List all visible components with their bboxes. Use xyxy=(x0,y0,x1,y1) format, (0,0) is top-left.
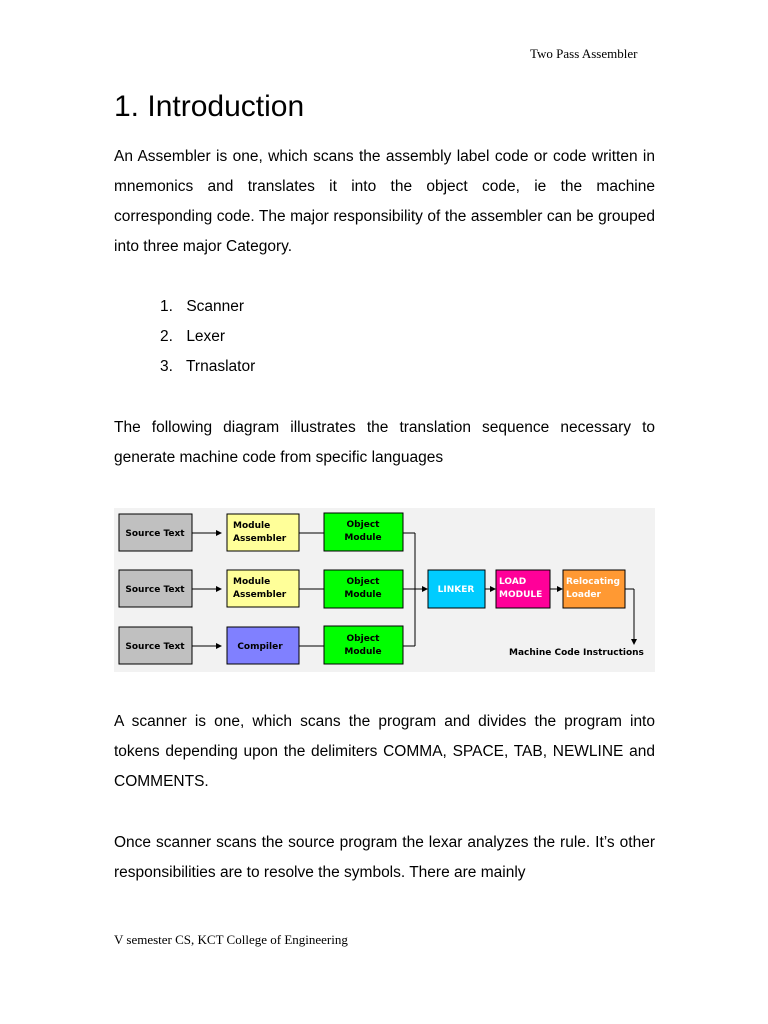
module-assembler-box xyxy=(227,570,299,607)
object-module-box xyxy=(324,570,403,608)
lexer-paragraph: Once scanner scans the source program the lexar analyzes the rule. It’s other responsibilities are to resolve the symbols. There are mainly xyxy=(114,834,655,881)
source-text-box xyxy=(119,570,192,607)
module-assembler-line2: Assembler xyxy=(233,590,287,600)
source-text-label: Source Text xyxy=(125,529,185,539)
category-list xyxy=(160,292,255,382)
page-footer: V semester CS, KCT College of Engineering xyxy=(114,932,348,947)
module-assembler-line1: Module xyxy=(233,521,271,531)
linker-box xyxy=(428,570,485,608)
relocating-loader-line1: Relocating xyxy=(566,577,620,587)
intro-paragraph: An Assembler is one, which scans the assembly label code or code written in mnemonics and translates it into the object code, ie the machine corresponding code. The major responsibility of the assembler can be grouped into three major Category. xyxy=(114,148,655,255)
translation-diagram xyxy=(114,508,655,672)
list-item-number: 3. xyxy=(160,358,173,375)
section-title: 1. Introduction xyxy=(114,90,305,123)
list-item-text: Trnaslator xyxy=(186,358,256,375)
list-item-text: Lexer xyxy=(186,328,226,345)
scanner-paragraph: A scanner is one, which scans the program and divides the program into tokens depending upon the delimiters COMMA, SPACE, TAB, NEWLINE and COMMENTS. xyxy=(114,713,655,790)
module-assembler-box xyxy=(227,514,299,551)
load-module-box xyxy=(496,570,550,608)
list-item-number: 2. xyxy=(160,328,173,345)
compiler-box xyxy=(227,627,299,664)
list-item-number: 1. xyxy=(160,298,173,315)
object-module-line2: Module xyxy=(344,647,382,657)
relocating-loader-box xyxy=(563,570,625,608)
running-header: Two Pass Assembler xyxy=(530,46,638,61)
load-module-line1: LOAD xyxy=(499,577,527,587)
machine-code-label: Machine Code Instructions xyxy=(509,648,644,658)
object-module-line1: Object xyxy=(346,577,380,587)
list-item xyxy=(160,322,255,352)
object-module-box xyxy=(324,626,403,664)
linker-label: LINKER xyxy=(437,585,475,595)
source-text-box xyxy=(119,514,192,551)
list-item xyxy=(160,292,255,322)
source-text-box xyxy=(119,627,192,664)
list-item xyxy=(160,352,255,382)
object-module-line2: Module xyxy=(344,533,382,543)
module-assembler-line2: Assembler xyxy=(233,534,287,544)
object-module-line1: Object xyxy=(346,520,380,530)
diagram-intro-paragraph: The following diagram illustrates the translation sequence necessary to generate machine code from specific languages xyxy=(114,419,655,466)
load-module-line2: MODULE xyxy=(499,590,543,600)
object-module-line1: Object xyxy=(346,634,380,644)
source-text-label: Source Text xyxy=(125,585,185,595)
object-module-line2: Module xyxy=(344,590,382,600)
relocating-loader-line2: Loader xyxy=(566,590,601,600)
compiler-label: Compiler xyxy=(237,642,283,652)
object-module-box xyxy=(324,513,403,551)
source-text-label: Source Text xyxy=(125,642,185,652)
module-assembler-line1: Module xyxy=(233,577,271,587)
list-item-text: Scanner xyxy=(186,298,245,315)
